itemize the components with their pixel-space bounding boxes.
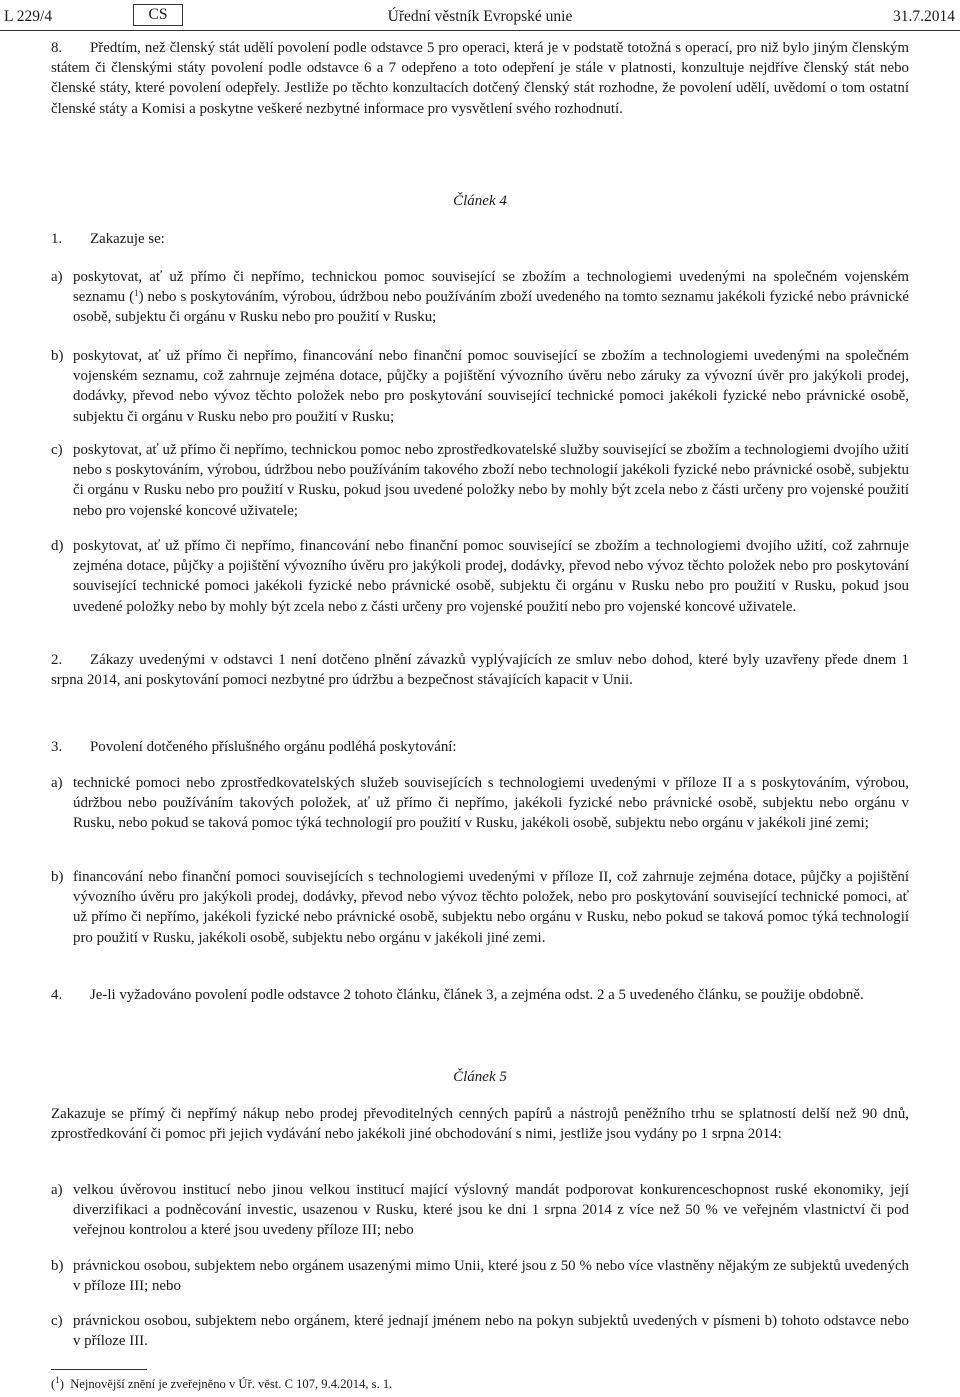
list-item	[51, 267, 909, 328]
page-header	[0, 0, 960, 28]
list-item	[51, 1180, 909, 1241]
article-3-paragraph-8	[51, 38, 909, 119]
list-item	[51, 440, 909, 521]
list-item-label: b)	[51, 348, 64, 364]
list-item-text: poskytovat, ať už přímo či nepřímo, technickou pomoc související se zbožím a technologiemi uvedenými na společném vojenském seznamu ($^1$) nebo s poskytováním, výrobou, údržbou nebo používáním zboží uvedeného na tomto seznamu jakékoli fyzické nebo právnické osobě, subjektu či orgánu v Rusku nebo pro použití v Rusku;	[73, 269, 910, 326]
publication-date: 31.7.2014	[893, 8, 955, 25]
list-item-label: b)	[51, 869, 64, 885]
list-item	[51, 1256, 909, 1296]
list-item-text: poskytovat, ať už přímo či nepřímo, technickou pomoc nebo zprostředkovatelské služby související se zbožím a technologiemi dvojího užití nebo s poskytováním, výrobou, údržbou nebo používáním takového zboží nebo technologií jakékoli fyzické nebo právnické osobě, subjektu či orgánu v Rusku nebo pro použití v Rusku, pokud jsou uvedené položky nebo by mohly být zcela nebo z části určeny pro vojenské použití nebo pro vojenské koncové uživatele;	[73, 442, 909, 519]
page-reference: L 229/4	[4, 8, 53, 25]
list-item-text: poskytovat, ať už přímo či nepřímo, financování nebo finanční pomoc související se zbožím a technologiemi dvojího užití, což zahrnuje zejména dotace, půjčky a pojištění vývozního úvěru pro jakýkoli prodej, dodávky, převod nebo vývoz těchto položek nebo pro poskytování související technické pomoci jakékoli fyzické nebo právnické osobě, subjektu či orgánu v Rusku nebo pro použití v Rusku, pokud jsou uvedené položky nebo by mohly být zcela nebo z části určeny pro vojenské použití nebo pro vojenské koncové uživatele.	[73, 538, 909, 615]
paragraph-text: Zákazy uvedenými v odstavci 1 není dotčeno plnění závazků vyplývajících ze smluv nebo dohod, které byly uzavřeny přede dnem 1 srpna 2014, ani poskytování pomoci nezbytné pro údržbu a bezpečnost stávajících kapacit v Unii.	[51, 652, 909, 689]
paragraph-text: Zakazuje se:	[90, 231, 165, 247]
footnote-text: Nejnovější znění je zveřejněno v Úř. věst. C 107, 9.4.2014, s. 1.	[70, 1377, 393, 1391]
article-4-paragraph-3	[51, 737, 909, 757]
list-item-text: velkou úvěrovou institucí nebo jinou velkou institucí mající výslovný mandát podporovat konkurenceschopnost ruské ekonomiky, její diverzifikaci a podněcování investic, usazenou v Rusku, které jsou ke dni 1 srpna 2014 z více než 50 % ve veřejném vlastnictví či pod veřejnou kontrolou a které jsou uvedeny příloze III; nebo	[73, 1182, 909, 1239]
paragraph-number: 3.	[51, 739, 63, 755]
journal-title: Úřední věstník Evropské unie	[387, 8, 573, 25]
paragraph-number: 1.	[51, 231, 63, 247]
list-item-text: právnickou osobou, subjektem nebo orgánem, které jednají jménem nebo na pokyn subjektů uvedených v písmeni b) tohoto odstavce nebo v příloze III.	[73, 1313, 909, 1350]
list-item-text: poskytovat, ať už přímo či nepřímo, financování nebo finanční pomoc související se zbožím a technologiemi uvedenými na společném vojenském seznamu, což zahrnuje zejména dotace, půjčky a pojištění vývozního úvěru nebo záruky za vývozní úvěr pro jakýkoli prodej, dodávky, převod nebo vývoz těchto položek nebo pro poskytování související technické pomoci jakékoli fyzické nebo právnické osobě, subjektu či orgánu v Rusku nebo pro použití v Rusku;	[73, 348, 909, 425]
header-rule	[0, 30, 960, 31]
article-4-paragraph-4	[51, 985, 909, 1005]
article-4-paragraph-1	[51, 229, 909, 249]
paragraph-number: 4.	[51, 987, 63, 1003]
language-code-badge: CS	[133, 4, 183, 26]
paragraph-number: 8.	[51, 40, 63, 56]
paragraph-text: Je-li vyžadováno povolení podle odstavce 2 tohoto článku, článek 3, a zejména odst. 2 a 5 uvedeného článku, se použije obdobně.	[90, 987, 864, 1003]
paragraph-text: Povolení dotčeného příslušného orgánu podléhá poskytování:	[90, 739, 457, 755]
list-item-label: b)	[51, 1258, 64, 1274]
footnote-reference: 1	[134, 288, 139, 299]
list-item-text: technické pomoci nebo zprostředkovatelských služeb souvisejících s technologiemi uvedenými v příloze II a s poskytováním, výrobou, údržbou nebo používáním takových položek, ať už přímo či nepřímo, jakékoli fyzické nebo právnické osobě, subjektu nebo orgánu v Rusku, nebo pokud se taková pomoc týká technologií pro použití v Rusku, jakékoli osobě, subjektu nebo orgánu v jakékoli jiné zemi;	[73, 775, 909, 832]
list-item-label: a)	[51, 1182, 63, 1198]
list-item-label: a)	[51, 269, 63, 285]
list-item-label: d)	[51, 538, 64, 554]
list-item-label: c)	[51, 442, 63, 458]
footnote-rule	[51, 1369, 147, 1370]
article-4-paragraph-2	[51, 650, 909, 690]
footnote: ($^1$) Nejnovější znění je zveřejněno v Úř. věst. C 107, 9.4.2014, s. 1.	[51, 1375, 393, 1391]
list-item	[51, 1311, 909, 1351]
article-5-title: Článek 5	[453, 1069, 507, 1085]
paragraph-number: 2.	[51, 652, 63, 668]
list-item	[51, 773, 909, 834]
footnote-number: 1	[55, 1375, 60, 1385]
list-item-label: a)	[51, 775, 63, 791]
list-item-text: financování nebo finanční pomoci souvisejících s technologiemi uvedenými v příloze II, což zahrnuje zejména dotace, půjčky a pojištění vývozního úvěru pro jakýkoli prodej, dodávky, převod nebo vývoz těchto položek, nebo pro poskytování související technické pomoci, ať už přímo či nepřímo, jakékoli fyzické nebo právnické osobě, subjektu nebo orgánu v Rusku, nebo pokud se taková pomoc týká technologií pro použití v Rusku, jakékoli osobě, subjektu nebo orgánu v jakékoli jiné zemi.	[73, 869, 909, 946]
paragraph-text: Předtím, než členský stát udělí povolení podle odstavce 5 pro operaci, která je v podstatě totožná s operací, pro niž bylo jiným členským státem či členskými státy povolení podle odstavce 6 a 7 odepřeno a toto odepření je stále v platnosti, konzultuje nejdříve členský stát nebo členské státy, které povolení odepřely. Jestliže po těchto konzultacích dotčený členský stát rozhodne, že povolení udělí, uvědomí o tom ostatní členské státy a Komisi a poskytne veškeré nezbytné informace pro vysvětlení svého rozhodnutí.	[51, 40, 909, 117]
article-5-intro: Zakazuje se přímý či nepřímý nákup nebo prodej převoditelných cenných papírů a nástrojů peněžního trhu se splatností delší než 90 dnů, zprostředkování či pomoc při jejich vydávání nebo jakékoli jiné obchodování s nimi, jestliže jsou vydány po 1 srpna 2014:	[51, 1106, 909, 1143]
list-item-label: c)	[51, 1313, 63, 1329]
list-item-text: právnickou osobou, subjektem nebo orgánem usazenými mimo Unii, které jsou z 50 % nebo více vlastněny nějakým ze subjektů uvedených v příloze III; nebo	[73, 1258, 909, 1295]
list-item	[51, 536, 909, 617]
list-item	[51, 867, 909, 948]
article-4-title: Článek 4	[453, 193, 507, 209]
list-item	[51, 346, 909, 427]
